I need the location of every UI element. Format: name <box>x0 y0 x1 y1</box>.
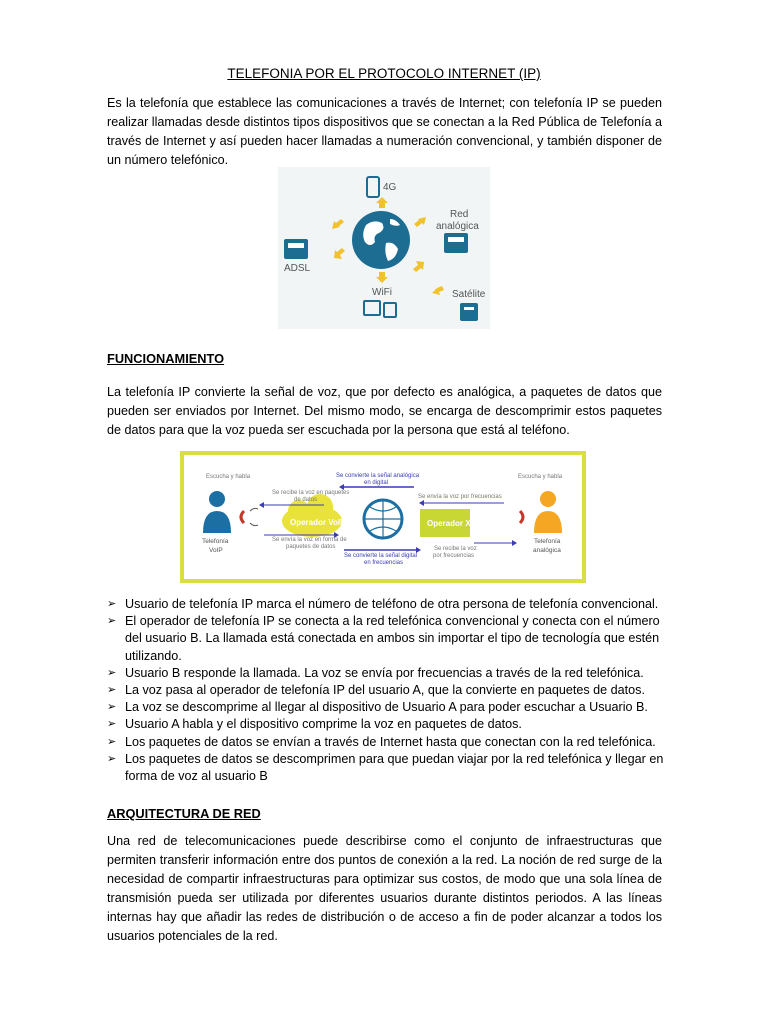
label-escucha-right: Escucha y habla <box>518 474 563 480</box>
label-envia-paquetes-1: Se envía la voz en forma de <box>272 537 347 543</box>
label-telefonia-analogica: Telefonía <box>534 538 561 545</box>
label-voip: VoIP <box>209 547 223 554</box>
bullet-arrow-icon: ➢ <box>107 684 117 697</box>
label-operador-voip: Operador VoIP <box>290 518 346 527</box>
list-item: ➢ La voz pasa al operador de telefonía IP del usuario A, que la convierte en paquetes de datos. <box>107 682 667 699</box>
label-top-center-1: Se convierte la señal analógica <box>336 473 420 479</box>
steps-list <box>107 596 667 785</box>
list-item: ➢ El operador de telefonía IP se conecta a la red telefónica convencional y conecta con el número del usuario B. La llamada está conectada en ambos sin importar el tipo de tecnología que estén utilizando. <box>107 614 660 663</box>
label-envia-paquetes-2: paquetes de datos <box>286 544 336 550</box>
bullet-arrow-icon: ➢ <box>107 666 117 679</box>
adsl-phone-icon <box>284 239 308 259</box>
user-analog-icon <box>540 491 556 507</box>
label-adsl: ADSL <box>284 263 311 274</box>
label-recibe-frecuencias-1: Se recibe la voz <box>434 546 477 552</box>
ip-telephony-illustration <box>278 167 490 329</box>
label-red: Red <box>450 209 469 220</box>
list-item: ➢ Usuario de telefonía IP marca el número de teléfono de otra persona de telefonía convencional. <box>107 596 667 613</box>
label-bottom-center-2: en frecuencias <box>364 560 404 566</box>
ip-telephony-figure <box>278 167 490 329</box>
voip-flow-illustration <box>184 455 582 579</box>
bullet-arrow-icon: ➢ <box>107 752 117 765</box>
bullet-arrow-icon: ➢ <box>107 598 117 610</box>
arquitectura-paragraph: Una red de telecomunicaciones puede describirse como el conjunto de infraestructuras que permiten transferir información entre dos puntos de conexión a la red. La noción de red surge de la necesidad de compartir infraestructuras para optimizar sus costos, de modo que una sola línea de transmisión pueda ser utilizada por diferentes usuarios durante distintos periodos. A las líneas internas hay que añadir las redes de distribución o de acceso a fin de poder alcanzar a todos los usuarios potenciales de la red. <box>107 834 662 943</box>
voip-flow-diagram <box>180 451 586 583</box>
section-heading-arquitectura: ARQUITECTURA DE RED <box>107 806 261 821</box>
phone-handset-left-icon <box>241 511 244 523</box>
funcionamiento-paragraph: La telefonía IP convierte la señal de voz, que por defecto es analógica, a paquetes de datos que pueden ser enviados por Internet. Del mismo modo, se encarga de descomprimir estos paquetes de datos para que la voz pueda ser escuchada por la persona que está al teléfono. <box>107 385 662 437</box>
label-envia-frecuencias: Se envía la voz por frecuencias <box>418 494 502 500</box>
label-satelite: Satélite <box>452 289 486 300</box>
label-escucha-left: Escucha y habla <box>206 474 251 480</box>
page-title: TELEFONIA POR EL PROTOCOLO INTERNET (IP) <box>227 66 541 81</box>
mobile-phone-icon <box>367 177 379 197</box>
label-recibe-paquetes-2: de datos <box>294 497 318 503</box>
label-wifi: WiFi <box>372 287 392 298</box>
globe-icon <box>352 211 410 269</box>
laptop-icon <box>364 301 380 315</box>
phone-handset-right-icon <box>520 511 523 523</box>
label-analogica-right: analógica <box>533 547 561 554</box>
tablet-icon <box>384 303 396 317</box>
label-operador-x: Operador X <box>427 519 471 528</box>
label-recibe-paquetes-1: Se recibe la voz en paquetes <box>272 490 350 496</box>
satellite-phone-icon <box>460 303 478 321</box>
label-bottom-center-1: Se convierte la señal digital <box>344 553 418 559</box>
bullet-arrow-icon: ➢ <box>107 701 117 714</box>
label-recibe-frecuencias-2: por frecuencias <box>433 553 475 559</box>
label-4g: 4G <box>383 182 397 193</box>
intro-paragraph: Es la telefonía que establece las comunicaciones a través de Internet; con telefonía IP se pueden realizar llamadas desde distintos tipos dispositivos que se conectan a la Red Pública de Telefonía a través de Internet y así pueden hacer llamadas a numeración convencional, y también disponer de un número telefónico. <box>107 96 662 167</box>
bullet-arrow-icon: ➢ <box>107 735 117 748</box>
list-item: ➢ Los paquetes de datos se descomprimen para que puedan viajar por la red telefónica y llegar en forma de voz al usuario B <box>107 751 664 784</box>
label-top-center-2: en digital <box>364 480 389 486</box>
label-telefonia-voip: Telefonía <box>202 538 229 545</box>
bullet-arrow-icon: ➢ <box>107 615 117 628</box>
list-item: ➢ Usuario B responde la llamada. La voz se envía por frecuencias a través de la red telefónica. <box>107 665 667 682</box>
label-analogica: analógica <box>436 221 479 232</box>
bullet-arrow-icon: ➢ <box>107 718 117 731</box>
list-item: ➢ Los paquetes de datos se envían a través de Internet hasta que conectan con la red telefónica. <box>107 734 667 751</box>
section-heading-funcionamiento: FUNCIONAMIENTO <box>107 351 225 366</box>
user-voip-icon <box>209 491 225 507</box>
analog-phone-icon <box>444 233 468 253</box>
list-item: ➢ La voz se descomprime al llegar al dispositivo de Usuario A para poder escuchar a Usuario B. <box>107 699 667 716</box>
list-item: ➢ Usuario A habla y el dispositivo comprime la voz en paquetes de datos. <box>107 716 667 733</box>
